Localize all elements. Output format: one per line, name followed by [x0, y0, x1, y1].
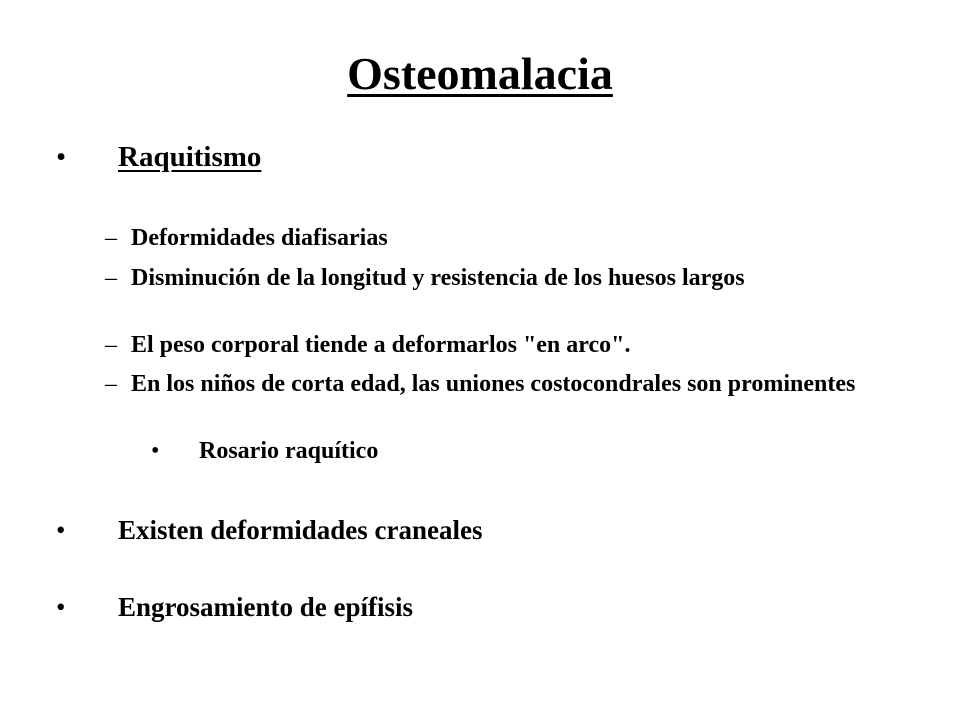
sub-item-label: Deformidades diafisarias	[131, 225, 388, 251]
subsub-item-label: Rosario raquítico	[199, 438, 379, 464]
bullet-mark: •	[56, 592, 66, 622]
bullet-mark: •	[56, 515, 66, 545]
dash-mark: –	[105, 265, 117, 291]
dash-mark: –	[105, 225, 117, 251]
slide-title: Osteomalacia	[347, 48, 613, 99]
sub-item-ninos	[105, 372, 885, 396]
sub-item-label: El peso corporal tiende a deformarlos "en arco".	[131, 332, 631, 358]
sub-item-disminucion	[105, 266, 885, 290]
sub-item-label: Disminución de la longitud y resistencia de los huesos largos	[131, 265, 745, 291]
bullet-label: Existen deformidades craneales	[118, 515, 483, 545]
sub-item-deformidades	[105, 226, 885, 250]
sub-item-label: En los niños de corta edad, las uniones costocondrales son prominentes	[131, 371, 856, 397]
bullet-label: Raquitismo	[118, 141, 262, 173]
bullet-mark: •	[151, 438, 160, 464]
bullet-mark: •	[56, 141, 67, 173]
sub-item-peso-corporal	[105, 333, 885, 357]
dash-mark: –	[105, 332, 117, 358]
dash-mark: –	[105, 371, 117, 397]
bullet-label: Engrosamiento de epífisis	[118, 592, 414, 622]
